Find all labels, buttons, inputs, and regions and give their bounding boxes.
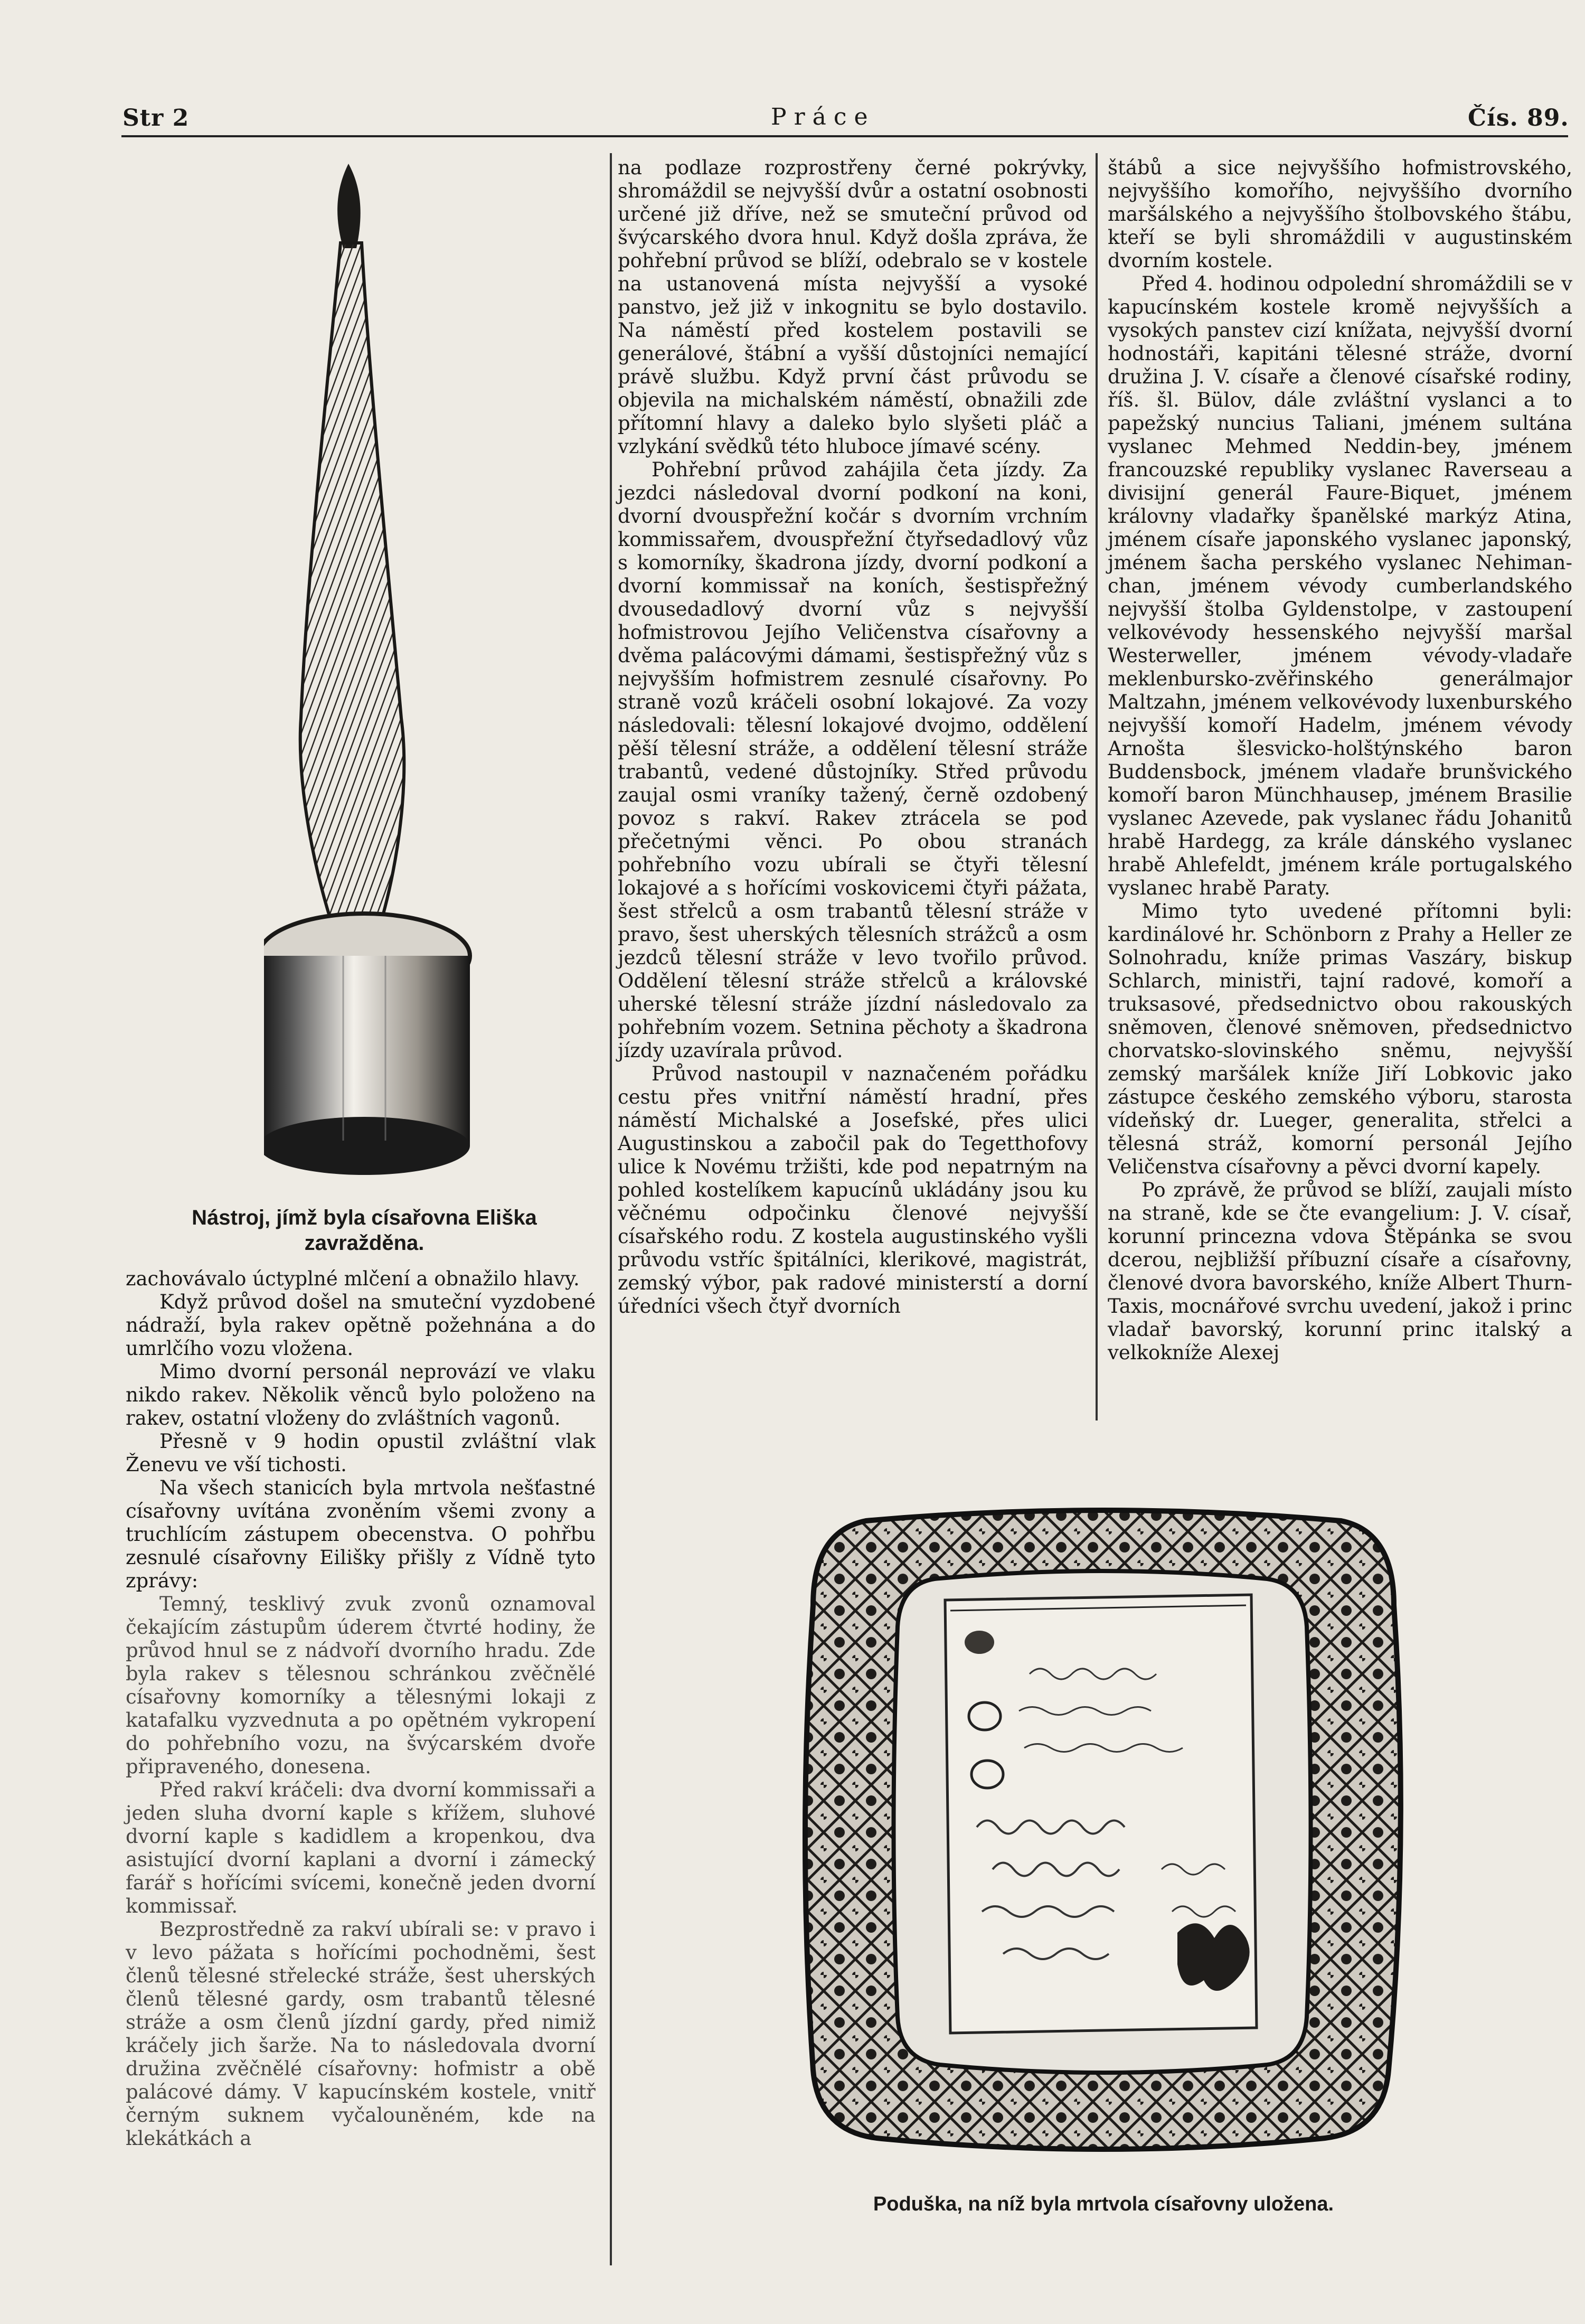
column-rule-1 bbox=[610, 153, 612, 2265]
paragraph: Průvod nastoupil v naznačeném pořádku cestu přes vnitřní náměstí hradní, přes náměstí Michalské a Josefské, přes ulici Augustinskou a zabočil pak do Tegetthofovy ulice k Novému tržišti, kde pod nepatrným na pohled kostelíkem kapucínů ukládány jsou ku věčnému odpočinku členové nejvyšší císařského rodu. Z kostela augustinského vyšli průvodu vstříc špitálníci, klerikové, magistrát, zemský výbor, pak radové ministerstí a dorní úředníci všech čtyř dvorních bbox=[618, 1062, 1088, 1318]
weapon-caption: Nástroj, jímž byla císařovna Eliška zavražděna. bbox=[192, 1206, 537, 1255]
paragraph: Po zprávě, že průvod se blíží, zaujali místo na straně, kde se čte evangelium: J. V. císař, korunní princezna vdova Štěpánka se svou dcerou, nejbližší příbuzní císaře a císařovny, členové dvora bavorského, kníže Albert Thurn-Taxis, mocnářové svrchu uvedení, jakož i princ vladař bavorský, korunní princ italský a velkokníže Alexej bbox=[1108, 1179, 1572, 1364]
paragraph: Temný, tesklivý zvuk zvonů oznamoval čekajícím zástupům úderem čtvrté hodiny, že průvod hnul se z nádvoří dvorního hradu. Zde byla rakev s tělesnou schránkou zvěčnělé císařovny komorníky a tělesnými lokaji z katafalku vyzvednuta a po opětném vykropení do pohřebního vozu, na švýcarském dvoře připraveného, donesena. bbox=[126, 1593, 596, 1778]
weapon-illustration bbox=[264, 164, 602, 1178]
paragraph: Na všech stanicích byla mrtvola nešťastné císařovny uvítána zvoněním všemi zvony a truchlícím zástupem obecenstva. O pohřbu zesnulé císařovny Eilišky přišly z Vídně tyto zprávy: bbox=[126, 1476, 596, 1592]
paragraph: Před 4. hodinou odpolední shromáždili se v kapucínském kostele kromě nejvyšších a vysokých panstev cizí knížata, nejvyšší dvorní hodnostáři, kapitáni tělesné stráže, dvorní družina J. V. císaře a členové císařské rodiny, říš. šl. Bülov, dále zvláštní vyslanci a to papežský nuncius Taliani, jménem sultána vyslanec Mehmed Neddin-bey, jménem francouzské republiky vyslanec Raverseau a divisijní generál Faure-Biquet, jménem královny vladařky španělské markýz Atina, jménem císaře japonského vyslanec japonský, jménem šacha perského vyslanec Nehiman-chan, jménem vévody cumberlandského nejvyšší štolba Gyldenstolpe, v zastoupení velkovévody hessenského nejvyšší maršal Westerweller, jménem vévody-vladaře meklenbursko-zvěřinského generálmajor Maltzahn, jménem velkovévody luxenburského nejvyšší komoří Hadelm, jménem vévody Arnošta šlesvicko-holštýnského baron Buddensbock, jménem vladaře brunšvického komoří baron Münchhausep, jménem Brasilie vyslanec Azevede, pak vyslanec řádu Johanitů hrabě Hardegg, za krále dánského vyslanec hrabě Ahlefeldt, jménem krále portugalského vyslanec hrabě Paraty. bbox=[1108, 272, 1572, 899]
paragraph: na podlaze rozprostřeny černé pokrývky, shromáždil se nejvyšší dvůr a ostatní osobnosti určené již dříve, než se smuteční průvod od švýcarského dvora hnul. Když došla zpráva, že pohřební průvod se blíží, odebralo se v kostele na ustanovená místa nejvyšší a vysoké panstvo, jež již v inkognitu se bylo dostavilo. Na náměstí před kostelem postavili se generálové, štábní a vyšší důstojníci nemající právě službu. Když první část průvodu se objevila na michalském náměstí, obnažili zde přítomní hlavy a daleko bylo slyšeti pláč a vzlykání svědků této hluboce jímavé scény. bbox=[618, 156, 1088, 458]
article-column-2 bbox=[618, 156, 1088, 1318]
issue-number: Čís. 89. bbox=[1468, 105, 1569, 131]
paragraph: Před rakví kráčeli: dva dvorní kommissaři a jeden sluha dvorní kaple s křížem, sluhové dvorní kaple s kadidlem a kropenkou, dva asistující dvorní kaplani a dvorní i zámecký farář s hořícími svícemi, konečně jeden dvorní kommissař. bbox=[126, 1779, 596, 1917]
newspaper-title: Práce bbox=[771, 104, 875, 130]
paragraph: zachovávalo úctyplné mlčení a obnažilo hlavy. bbox=[126, 1267, 580, 1290]
paragraph: Mimo tyto uvedené přítomni byli: kardinálové hr. Schönborn z Prahy a Heller ze Solnohradu, kníže primas Vaszáry, biskup Schlarch, ministři, tajní radové, komoří a truksasové, předsednictvo obou rakouských sněmoven, členové sněmoven, předsednictvo chorvatsko-slovinského sněmu, nejvyšší zemský maršálek kníže Jiří Lobkovic jako zástupce českého zemského výboru, starosta vídeňský dr. Lueger, generalita, střelci a tělesná stráž, komorní personál Jejího Veličenstva císařovny a pěvci dvorní kapely. bbox=[1108, 900, 1572, 1178]
page-number: Str 2 bbox=[122, 105, 190, 131]
paragraph: Pohřební průvod zahájila četa jízdy. Za jezdci následoval dvorní podkoní na koni, dvorní dvouspřežní kočár s dvorním vrchním kommissařem, dvouspřežní čtyřsedadlový vůz s komorníky, škadrona jízdy, dvorní podkoní a dvorní kommissař na koních, šestispřežný dvousedadlový dvorní vůz s nejvyšší hofmistrovou Jejího Veličenstva císařovny a dvěma palácovými dámami, šestispřežný vůz s nejvyšším hofmistrem zesnulé císařovny. Po straně vozů kráčeli osobní lokajové. Za vozy následovali: tělesní lokajové dvojmo, oddělení pěší tělesní stráže, a oddělení tělesní stráže trabantů, vedené důstojníky. Střed průvodu zaujal osmi vraníky tažený, černě ozdobený povoz s rakví. Rakev ztrácela se pod přečetnými věnci. Po obou stranách pohřebního vozu ubírali se čtyři tělesní lokajové a s hořícími voskovicemi čtyři pážata, šest střelců a osm trabantů tělesní stráže v pravo, šest uherských tělesních strážců a osm jezdců tělesní stráže v levo tvořilo průvod. Oddělení tělesní stráže střelců a královské uherské tělesní stráže jízdní následovalo za pohřebním vozem. Setnina pěchoty a škadrona jízdy uzavírala průvod. bbox=[618, 458, 1088, 1062]
dagger-file-drawing bbox=[264, 164, 602, 1178]
paragraph: štábů a sice nejvyššího hofmistrovského, nejvyššího komořího, nejvyššího dvorního maršálského a nejvyššího štolbovského štábu, kteří se byli shromáždili v augustinském dvorním kostele. bbox=[1108, 156, 1572, 272]
article-column-3 bbox=[1108, 156, 1572, 1365]
pillow-caption: Poduška, na níž byla mrtvola císařovny uložena. bbox=[873, 2193, 1334, 2215]
article-column-1 bbox=[126, 1267, 596, 2150]
paragraph: Bezprostředně za rakví ubírali se: v pravo i v levo pážata s hořícími pochodněmi, šest členů tělesné střelecké stráže, šest uherských členů tělesné gardy, osm trabantů tělesné stráže a osm členů jízdní gardy, před nimiž kráčely jich šarže. Na to následovala dvorní družina zvěčnělé císařovny: hofmistr a obě palácové dámy. V kapucínském kostele, vnitř černým suknem vyčalouněném, kde na klekátkách a bbox=[126, 1918, 596, 2150]
pillow-drawing bbox=[792, 1500, 1415, 2165]
pillow-illustration bbox=[792, 1500, 1415, 2165]
column-rule-2 bbox=[1096, 153, 1098, 1420]
header-rule bbox=[121, 135, 1568, 137]
paragraph: Přesně v 9 hodin opustil zvláštní vlak Ženevu ve vší tichosti. bbox=[126, 1430, 596, 1476]
paragraph: Když průvod došel na smuteční vyzdobené nádraží, byla rakev opětně požehnána a do umrlčího vozu vložena. bbox=[126, 1291, 596, 1360]
paragraph: Mimo dvorní personál neprovází ve vlaku nikdo rakev. Několik věnců bylo položeno na rakev, ostatní vloženy do zvláštních vagonů. bbox=[126, 1360, 596, 1429]
